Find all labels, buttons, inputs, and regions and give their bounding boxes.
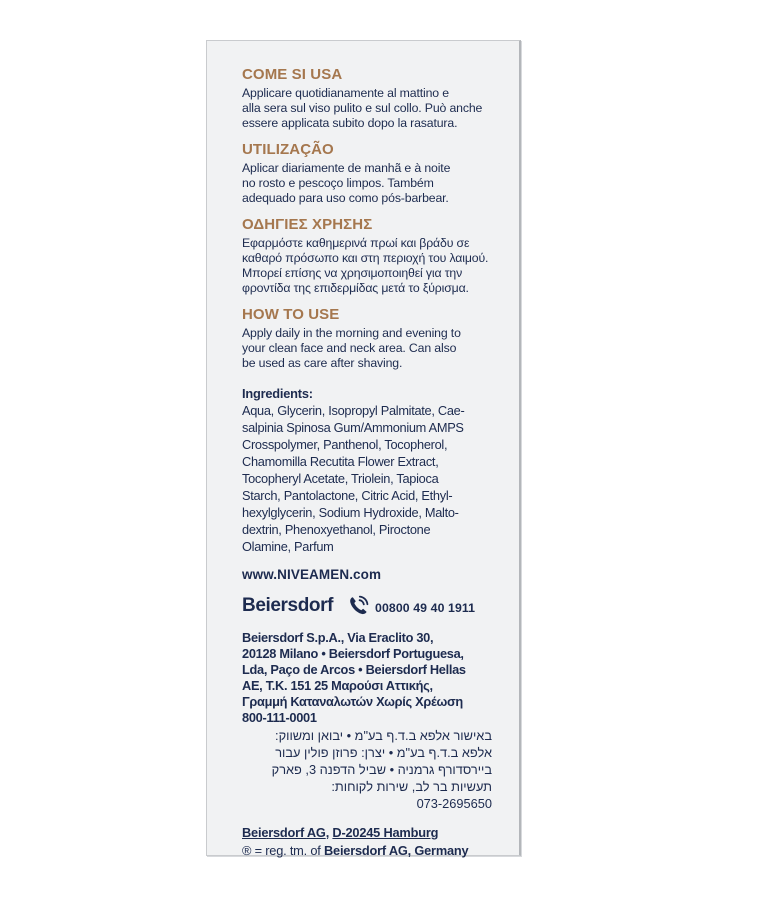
brand-name: Beiersdorf	[242, 595, 334, 616]
package-side-panel	[206, 40, 521, 856]
ingredients-line: Crosspolymer, Panthenol, Tocopherol,	[242, 437, 448, 452]
section-line: Μπορεί επίσης να χρησιμοποιηθεί για την	[242, 266, 463, 280]
section-portuguese	[242, 141, 504, 206]
section-line: no rosto e pescoço limpos. Também	[242, 176, 434, 190]
address-line: 800-111-0001	[242, 710, 317, 725]
ingredients-title: Ingredients:	[242, 386, 313, 401]
address-line: Lda, Paço de Arcos • Beiersdorf Hellas	[242, 662, 466, 677]
section-line: Aplicar diariamente de manhã e à noite	[242, 161, 451, 175]
section-line: φροντίδα της επιδερμίδας μετά το ξύρισμα.	[242, 281, 469, 295]
hebrew-line: ביירסדורף גרמניה • שביל הדפנה 3, פארק	[271, 762, 492, 777]
section-line: be used as care after shaving.	[242, 356, 403, 370]
hebrew-phone: 073-2695650	[416, 796, 492, 811]
footer-separator: ,	[325, 825, 333, 840]
hebrew-line: אלפא ב.ד.ף בע"מ • יצרן: פרוזן פולין עבור	[275, 745, 492, 760]
ingredients-line: Starch, Pantolactone, Citric Acid, Ethyl-	[242, 488, 453, 503]
section-line: your clean face and neck area. Can also	[242, 341, 457, 355]
ingredients-line: hexylglycerin, Sodium Hydroxide, Malto-	[242, 505, 459, 520]
section-line: καθαρό πρόσωπο και στη περιοχή του λαιμού.	[242, 251, 489, 265]
addresses-block	[242, 630, 504, 726]
address-line: 20128 Milano • Beiersdorf Portuguesa,	[242, 646, 464, 661]
section-heading: COME SI USA	[242, 66, 343, 83]
section-line: adequado para uso como pós-barbear.	[242, 191, 449, 205]
address-line: AE, T.K. 151 25 Μαρούσι Αττικής,	[242, 678, 433, 693]
phone-icon	[347, 595, 369, 617]
section-italian	[242, 66, 504, 131]
address-line: Beiersdorf S.p.A., Via Eraclito 30,	[242, 630, 434, 645]
ingredients-line: Olamine, Parfum	[242, 539, 334, 554]
section-heading: ΟΔΗΓΙΕΣ ΧΡΗΣΗΣ	[242, 216, 373, 233]
section-english	[242, 306, 504, 371]
section-heading: UTILIZAÇÃO	[242, 141, 334, 158]
phone-number: 00800 49 40 1911	[375, 600, 476, 615]
hebrew-line: תעשיות בר לב, שירות לקוחות:	[331, 779, 492, 794]
contact-row	[242, 593, 504, 619]
trademark-prefix: ® = reg. tm. of	[242, 843, 324, 858]
section-line: Εφαρμόστε καθημερινά πρωί και βράδυ σε	[242, 236, 470, 250]
hebrew-line: באישור אלפא ב.ד.ף בע"מ • יבואן ומשווק:	[275, 728, 492, 743]
ingredients-line: Chamomilla Recutita Flower Extract,	[242, 454, 439, 469]
section-line: Apply daily in the morning and evening to	[242, 326, 461, 340]
address-line: Γραμμή Καταναλωτών Χωρίς Χρέωση	[242, 694, 463, 709]
footer-company: Beiersdorf AG	[242, 825, 326, 840]
section-line: alla sera sul viso pulito e sul collo. Può anche	[242, 101, 483, 115]
footer-city: D-20245 Hamburg	[332, 825, 439, 840]
ingredients-line: Aqua, Glycerin, Isopropyl Palmitate, Cae-	[242, 403, 465, 418]
footer-address	[242, 824, 504, 842]
hebrew-block	[242, 727, 492, 795]
ingredients-line: salpinia Spinosa Gum/Ammonium AMPS	[242, 420, 464, 435]
website-url: www.NIVEAMEN.com	[242, 567, 382, 582]
footer-trademark	[242, 842, 504, 860]
section-greek	[242, 216, 504, 296]
trademark-owner: Beiersdorf AG, Germany	[323, 843, 469, 858]
ingredients-line: Tocopheryl Acetate, Triolein, Tapioca	[242, 471, 439, 486]
section-heading: HOW TO USE	[242, 306, 340, 323]
panel-content	[242, 66, 504, 860]
ingredients-line: dextrin, Phenoxyethanol, Piroctone	[242, 522, 431, 537]
section-line: Applicare quotidianamente al mattino e	[242, 86, 449, 100]
section-line: essere applicata subito dopo la rasatura.	[242, 116, 458, 130]
ingredients-list	[242, 402, 504, 555]
